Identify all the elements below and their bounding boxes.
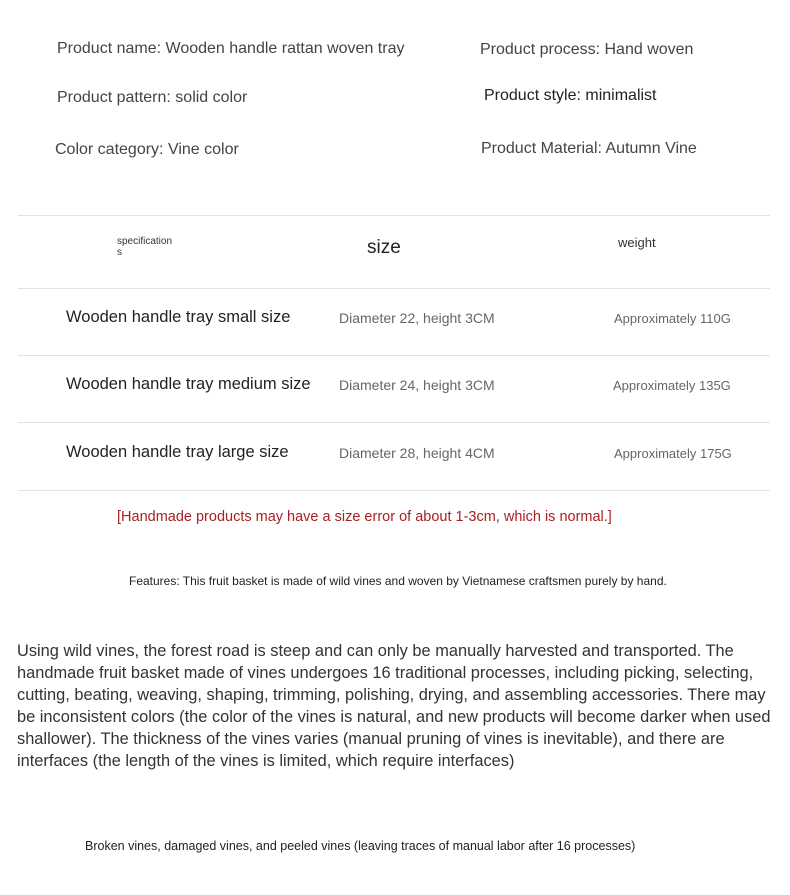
row-size: Diameter 22, height 3CM: [339, 310, 495, 326]
product-pattern: Product pattern: solid color: [57, 89, 248, 106]
row-name: Wooden handle tray large size: [66, 443, 289, 461]
size-error-note: [Handmade products may have a size error of about 1-3cm, which is normal.]: [117, 509, 612, 525]
row-name: Wooden handle tray medium size: [66, 375, 311, 393]
product-process: Product process: Hand woven: [480, 41, 694, 58]
features-text: Features: This fruit basket is made of wild vines and woven by Vietnamese craftsmen purely by hand.: [129, 574, 667, 588]
table-divider: [18, 422, 770, 423]
product-name: Product name: Wooden handle rattan woven tray: [57, 40, 405, 57]
table-divider: [18, 355, 770, 356]
bottom-caption: Broken vines, damaged vines, and peeled vines (leaving traces of manual labor after 16 processes): [85, 839, 636, 853]
row-size: Diameter 24, height 3CM: [339, 377, 495, 393]
table-header-specifications: specifications: [117, 236, 173, 258]
table-divider: [18, 288, 770, 289]
table-header-weight: weight: [618, 235, 656, 250]
color-category: Color category: Vine color: [55, 141, 239, 158]
product-material: Product Material: Autumn Vine: [481, 140, 697, 157]
row-weight: Approximately 135G: [613, 378, 731, 393]
table-header-size: size: [367, 237, 401, 258]
row-name: Wooden handle tray small size: [66, 308, 291, 326]
table-divider: [18, 490, 770, 491]
row-weight: Approximately 175G: [614, 446, 732, 461]
description-paragraph: Using wild vines, the forest road is steep and can only be manually harvested and transported. The handmade fruit basket made of vines undergoes 16 traditional processes, including picking, selecting, cutting, beating, weaving, shaping, trimming, polishing, drying, and assembling accessories. There may be inconsistent colors (the color of the vines is natural, and new products will become darker when used shallower). The thickness of the vines varies (manual pruning of vines is inevitable), and there are interfaces (the length of the vines is limited, which require interfaces): [17, 642, 771, 770]
row-weight: Approximately 110G: [614, 311, 731, 326]
product-style: Product style: minimalist: [484, 87, 657, 104]
table-divider: [18, 215, 770, 216]
row-size: Diameter 28, height 4CM: [339, 445, 495, 461]
